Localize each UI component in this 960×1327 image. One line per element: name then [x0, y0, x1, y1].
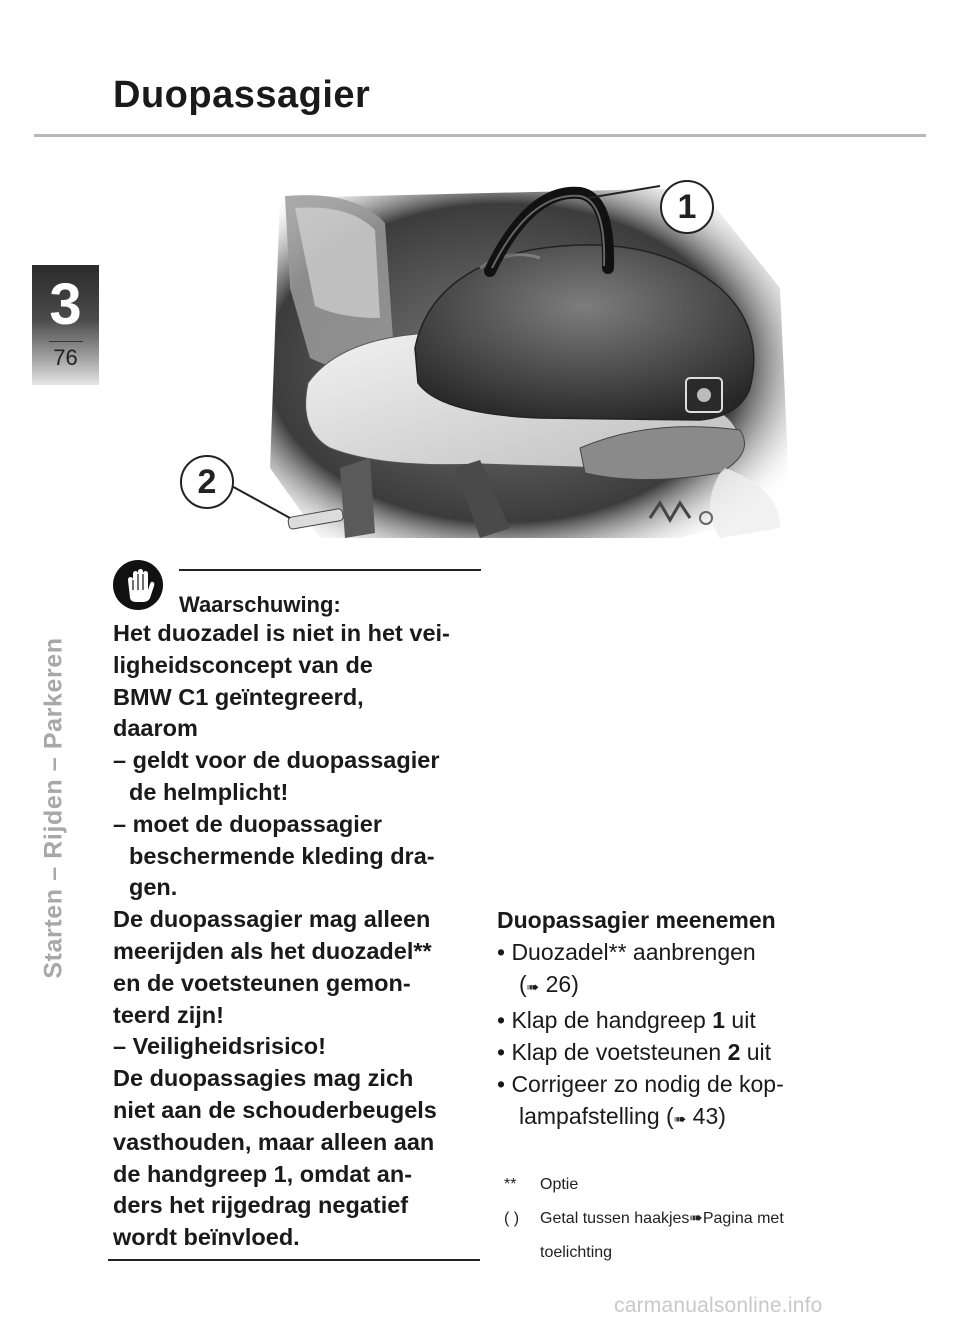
step-item: • Duozadel** aanbrengen: [497, 939, 756, 965]
callout-1: 1: [660, 180, 714, 234]
warning-line: – Veiligheidsrisico!: [113, 1033, 326, 1060]
warning-line: daarom: [113, 715, 198, 742]
warning-line: – moet de duopassagier: [113, 810, 383, 837]
warning-line: vasthouden, maar alleen aan: [113, 1128, 435, 1155]
warning-line: De duopassagier mag alleen: [113, 906, 431, 933]
callout-ref: 1: [712, 1007, 726, 1033]
scooter-rear-photo: [180, 168, 920, 548]
warning-line: – geldt voor de duopassagier: [113, 747, 440, 774]
warning-line: BMW C1 geïntegreerd,: [113, 683, 364, 710]
chapter-side-label: Starten – Rijden – Parkeren: [39, 637, 68, 979]
chapter-divider: [49, 341, 83, 342]
warning-line: teerd zijn!: [113, 1001, 224, 1028]
steps-heading: Duopassagier meenemen: [497, 907, 776, 933]
warning-text: [113, 618, 483, 1254]
warning-line: meerijden als het duozadel**: [113, 937, 432, 964]
warning-hand-icon: [113, 560, 163, 610]
watermark: carmanualsonline.info: [614, 1294, 823, 1317]
warning-line: wordt beïnvloed.: [113, 1224, 300, 1251]
step-item-ref: lampafstelling (➠ 43): [519, 1103, 726, 1129]
warning-line: beschermende kleding dra-: [129, 842, 435, 869]
step-item-ref: (➠ 26): [519, 971, 579, 997]
warning-line: Het duozadel is niet in het vei-: [113, 620, 450, 646]
footnote-symbol: **: [504, 1176, 517, 1193]
steps-section: [497, 904, 877, 1136]
page-title: Duopassagier: [113, 74, 371, 116]
chapter-number: 3: [49, 272, 82, 337]
warning-top-rule: [179, 569, 481, 571]
warning-heading: Waarschuwing:: [179, 592, 341, 617]
chapter-tab: [32, 265, 99, 385]
footnote-symbol: ( ): [504, 1210, 520, 1227]
warning-line: de handgreep 1, omdat an-: [113, 1160, 413, 1187]
warning-line: De duopassagies mag zich: [113, 1065, 414, 1092]
page-ref: 43: [692, 1103, 719, 1129]
arrow-right-icon: ➠: [673, 1111, 687, 1128]
steps-list: [497, 936, 877, 1136]
footnote-text: Getal tussen haakjes➠Pagina met: [540, 1210, 784, 1227]
warning-line: ligheidsconcept van de: [113, 651, 373, 678]
warning-line: niet aan de schouderbeugels: [113, 1096, 437, 1123]
warning-line: gen.: [129, 874, 178, 901]
warning-line: de helmplicht!: [129, 778, 289, 805]
warning-bottom-rule: [108, 1259, 480, 1261]
page-number: 76: [53, 345, 78, 370]
arrow-right-icon: ➠: [689, 1210, 703, 1227]
title-rule: [34, 134, 926, 137]
footnote-text: toelichting: [540, 1244, 613, 1261]
footnote-text: Optie: [540, 1176, 579, 1193]
warning-line: ders het rijgedrag negatief: [113, 1192, 409, 1219]
warning-line: en de voetsteunen gemon-: [113, 969, 411, 996]
step-item: • Corrigeer zo nodig de kop-: [497, 1071, 784, 1097]
step-item: • Klap de voetsteunen 2 uit: [497, 1039, 772, 1065]
arrow-right-icon: ➠: [526, 979, 540, 996]
callout-2: 2: [180, 455, 234, 509]
callout-ref: 2: [727, 1039, 741, 1065]
step-item: • Klap de handgreep 1 uit: [497, 1007, 756, 1033]
page-ref: 26: [545, 971, 572, 997]
